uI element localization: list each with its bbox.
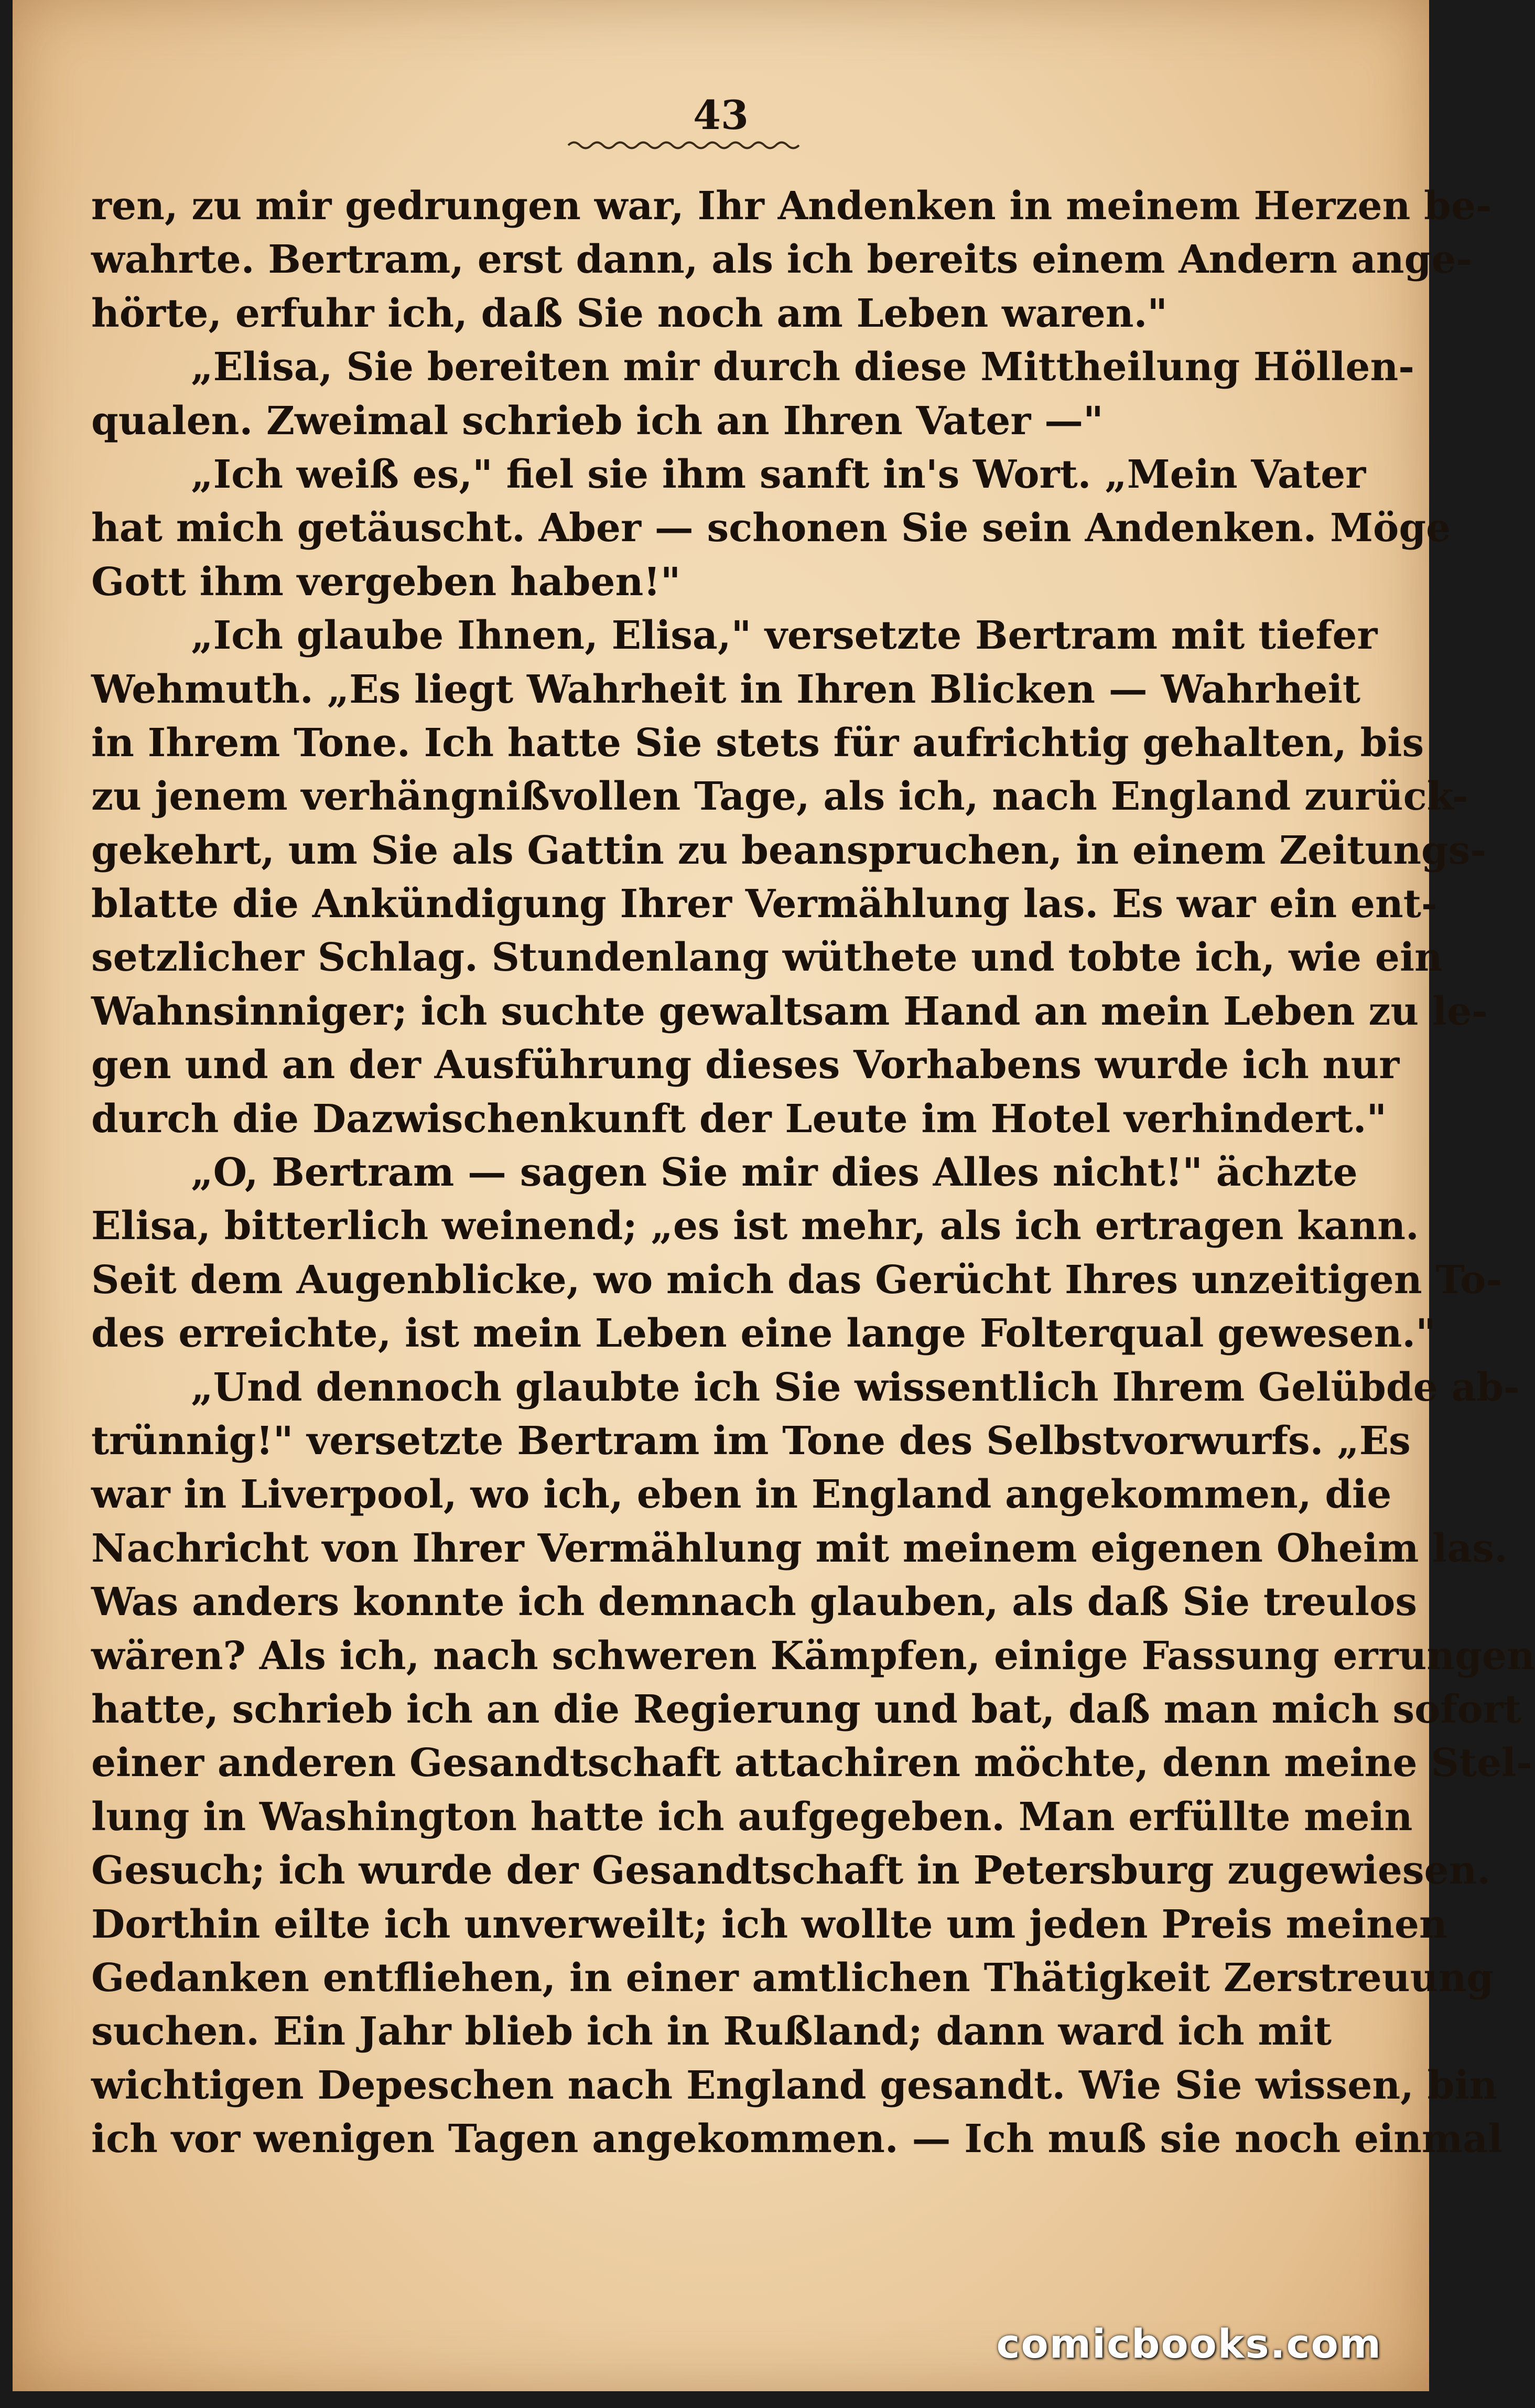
text-line: Gesuch; ich wurde der Gesandtschaft in Petersburg zugewiesen. (91, 1848, 1491, 1894)
text-line: wären? Als ich, nach schweren Kämpfen, einige Fassung errungen (91, 1633, 1535, 1679)
text-line: „O, Bertram — sagen Sie mir dies Alles nicht!" ächzte (191, 1150, 1358, 1196)
text-line: Gott ihm vergeben haben!" (91, 559, 681, 605)
text-line: setzlicher Schlag. Stundenlang wüthete und tobte ich, wie ein (91, 935, 1443, 981)
text-line: blatte die Ankündigung Ihrer Vermählung las. Es war ein ent- (91, 882, 1437, 927)
text-line: wichtigen Depeschen nach England gesandt. Wie Sie wissen, bin (91, 2062, 1498, 2108)
text-line: suchen. Ein Jahr blieb ich in Rußland; dann ward ich mit (91, 2009, 1332, 2055)
text-line: ren, zu mir gedrungen war, Ihr Andenken in meinem Herzen be- (91, 184, 1492, 229)
text-line: ich vor wenigen Tagen angekommen. — Ich muß sie noch einmal (91, 2116, 1503, 2162)
text-line: Nachricht von Ihrer Vermählung mit meinem eigenen Oheim las. (91, 1525, 1508, 1571)
text-line: Wahnsinniger; ich suchte gewaltsam Hand an mein Leben zu le- (91, 988, 1488, 1034)
text-line: Seit dem Augenblicke, wo mich das Gerücht Ihres unzeitigen To- (91, 1257, 1502, 1303)
text-line: hat mich getäuscht. Aber — schonen Sie sein Andenken. Möge (91, 506, 1451, 551)
text-line: „Ich glaube Ihnen, Elisa," versetzte Bertram mit tiefer (191, 613, 1378, 659)
book-page (13, 0, 1535, 2391)
text-line: Dorthin eilte ich unverweilt; ich wollte um jeden Preis meinen (91, 1901, 1447, 1947)
text-line: war in Liverpool, wo ich, eben in England angekommen, die (91, 1472, 1392, 1518)
text-line: Was anders konnte ich demnach glauben, als daß Sie treulos (91, 1579, 1418, 1625)
text-line: lung in Washington hatte ich aufgegeben. Man erfüllte mein (91, 1794, 1413, 1840)
text-line: trünnig!" versetzte Bertram im Tone des Selbstvorwurfs. „Es (91, 1418, 1411, 1464)
text-line: „Ich weiß es," fiel sie ihm sanft in's Wort. „Mein Vater (191, 452, 1366, 497)
text-line: Gedanken entfliehen, in einer amtlichen Thätigkeit Zerstreuung (91, 1955, 1494, 2001)
text-line: Wehmuth. „Es liegt Wahrheit in Ihren Blicken — Wahrheit (91, 666, 1361, 712)
text-line: „Und dennoch glaubte ich Sie wissentlich Ihrem Gelübde ab- (191, 1364, 1520, 1410)
watermark: comicbooks.com (996, 2320, 1382, 2367)
text-line: gen und an der Ausführung dieses Vorhabens wurde ich nur (91, 1042, 1400, 1088)
text-line: wahrte. Bertram, erst dann, als ich bereits einem Andern ange- (91, 237, 1473, 283)
text-line: gekehrt, um Sie als Gattin zu beanspruchen, in einem Zeitungs- (91, 827, 1487, 873)
text-line: in Ihrem Tone. Ich hatte Sie stets für aufrichtig gehalten, bis (91, 720, 1424, 766)
text-line: Elisa, bitterlich weinend; „es ist mehr, als ich ertragen kann. (91, 1203, 1419, 1249)
text-line: durch die Dazwischenkunft der Leute im Hotel verhindert." (91, 1096, 1387, 1142)
decorative-rule-icon (568, 137, 799, 153)
text-line: „Elisa, Sie bereiten mir durch diese Mittheilung Höllen- (191, 345, 1414, 390)
text-line: zu jenem verhängnißvollen Tage, als ich, nach England zurück- (91, 774, 1468, 820)
text-line: einer anderen Gesandtschaft attachiren möchte, denn meine Stel- (91, 1740, 1532, 1786)
body-text (91, 179, 1535, 2166)
text-line: qualen. Zweimal schrieb ich an Ihren Vater —" (91, 398, 1104, 444)
text-line: hörte, erfuhr ich, daß Sie noch am Leben waren." (91, 291, 1168, 336)
page-number: 43 (693, 92, 749, 138)
text-line: des erreichte, ist mein Leben eine lange Folterqual gewesen." (91, 1311, 1436, 1357)
text-line: hatte, schrieb ich an die Regierung und bat, daß man mich sofort (91, 1686, 1521, 1732)
